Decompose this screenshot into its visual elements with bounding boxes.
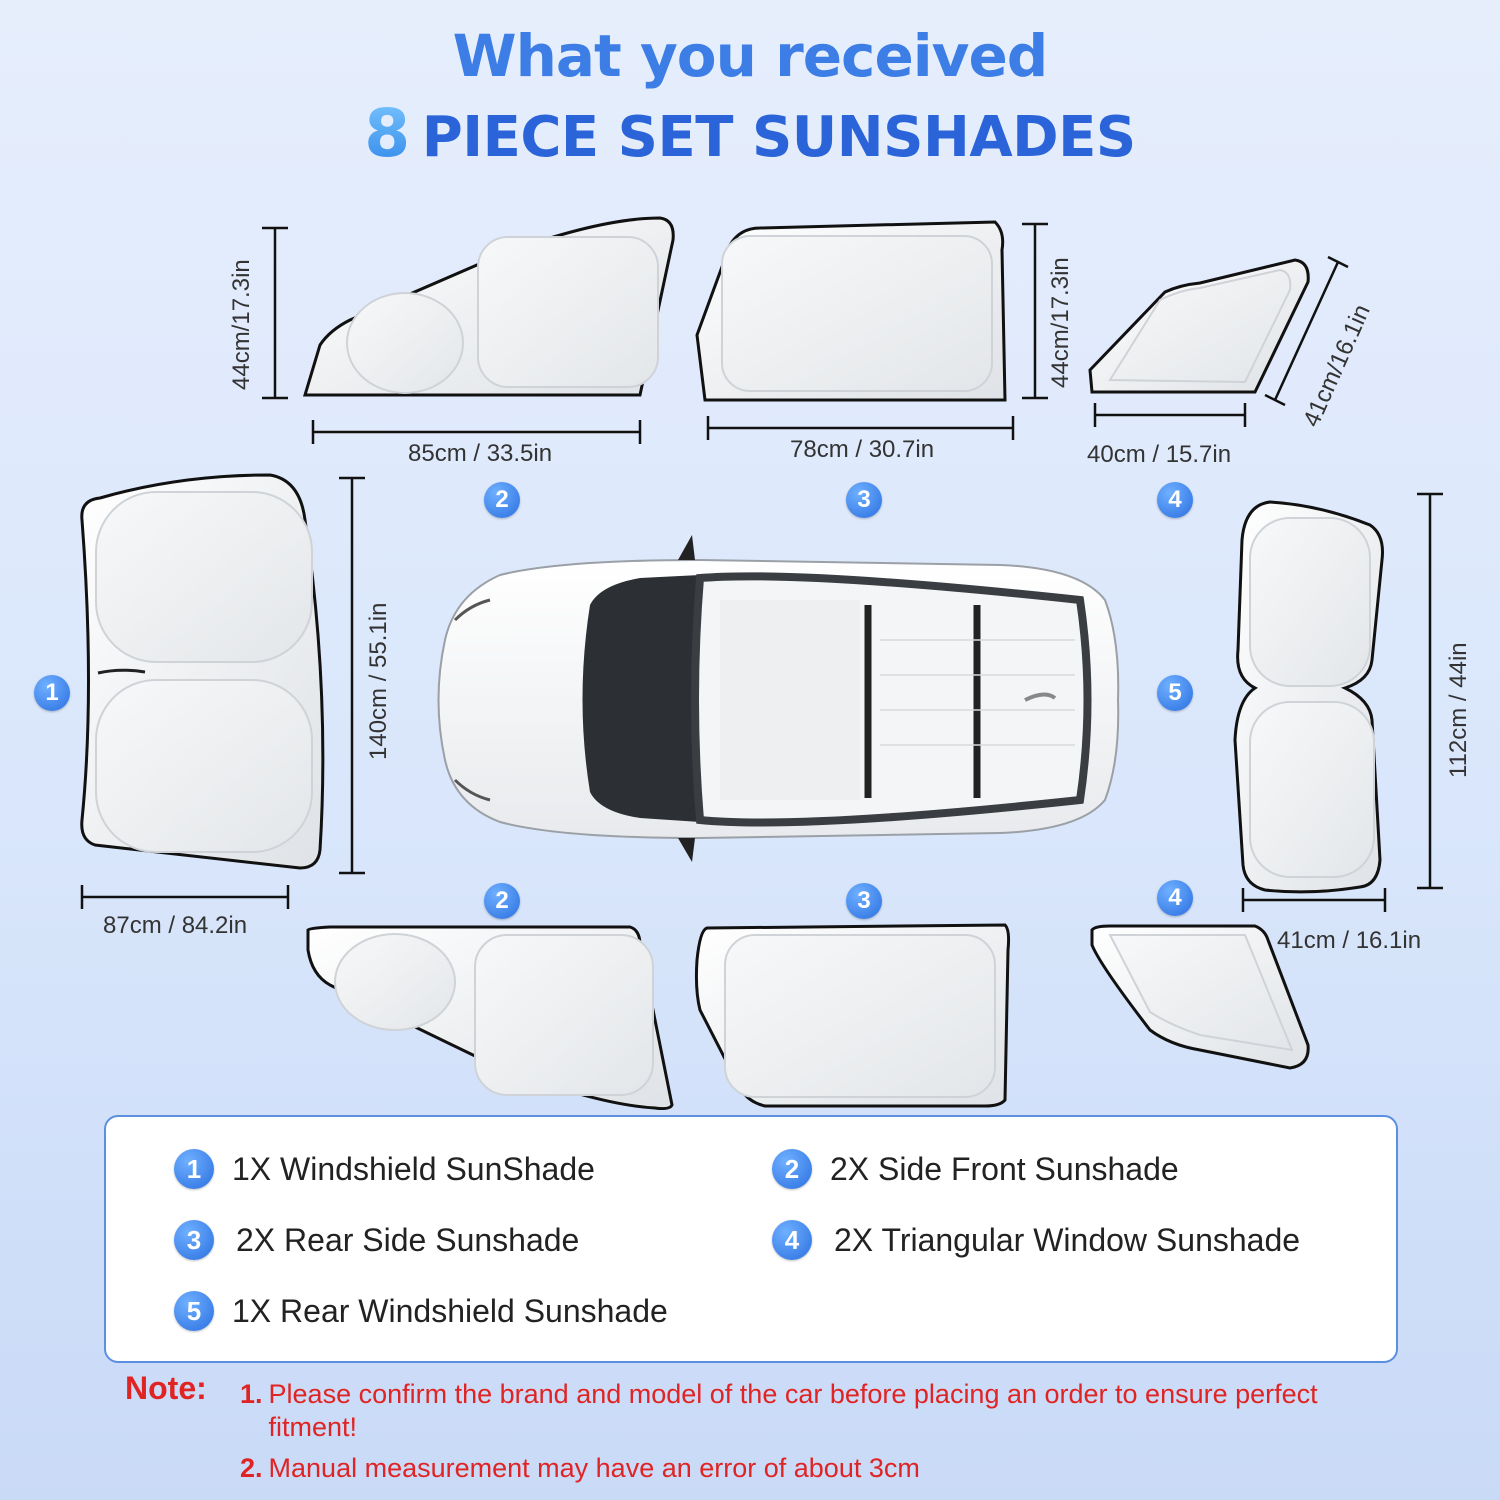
note-number: 2. (240, 1453, 263, 1483)
badge-windshield: 1 (34, 675, 70, 711)
note-label: Note: (125, 1370, 207, 1406)
badge-rear-windshield: 5 (1157, 675, 1193, 711)
rear-side-height-label: 44cm/17.3in (1047, 257, 1074, 388)
legend-item-text: 1X Windshield SunShade (232, 1150, 595, 1187)
triangle-diagonal-label: 41cm/16.1in (1298, 300, 1376, 431)
side-front-height-label: 44cm/17.3in (228, 259, 255, 390)
rear-windshield-height-label: 112cm / 44in (1445, 642, 1472, 778)
legend-badge: 5 (174, 1291, 214, 1331)
contents-legend (104, 1115, 1398, 1363)
badge-triangle-bottom: 4 (1157, 880, 1193, 916)
side-front-width-label: 85cm / 33.5in (408, 440, 553, 467)
car-top-view (439, 535, 1119, 862)
legend-item-text: 2X Rear Side Sunshade (236, 1221, 580, 1258)
windshield-width-label: 87cm / 84.2in (103, 912, 248, 939)
note-item-1 (240, 1378, 1410, 1444)
legend-item-rear-side (174, 1220, 579, 1260)
side-front-shade-bottom (308, 927, 672, 1109)
rear-side-shade-top (697, 222, 1005, 400)
legend-badge: 3 (174, 1220, 214, 1260)
legend-item-triangular (772, 1220, 1300, 1260)
rear-windshield-width-label: 41cm / 16.1in (1277, 927, 1422, 954)
legend-item-text: 2X Side Front Sunshade (830, 1150, 1179, 1187)
note-item-2 (240, 1452, 1410, 1485)
legend-item-text: 1X Rear Windshield Sunshade (232, 1292, 668, 1329)
note-text: Please confirm the brand and model of the car before placing an order to ensure perfect fitment! (268, 1379, 1318, 1442)
legend-item-windshield (174, 1149, 595, 1189)
legend-badge: 2 (772, 1149, 812, 1189)
badge-side-front-top: 2 (484, 482, 520, 518)
note-number: 1. (240, 1379, 263, 1409)
note-text: Manual measurement may have an error of about 3cm (268, 1453, 920, 1483)
triangle-width-label: 40cm / 15.7in (1087, 441, 1232, 468)
badge-side-front-bottom: 2 (484, 883, 520, 919)
legend-item-rear-windshield (174, 1291, 668, 1331)
rear-side-shade-bottom (696, 925, 1008, 1106)
windshield-shade (82, 475, 323, 868)
badge-rear-side-bottom: 3 (846, 883, 882, 919)
legend-badge: 4 (772, 1220, 812, 1260)
page-title: What you received (452, 22, 1048, 90)
badge-rear-side-top: 3 (846, 482, 882, 518)
rear-side-width-label: 78cm / 30.7in (790, 436, 935, 463)
legend-item-side-front (772, 1149, 1179, 1189)
side-front-shade-top (305, 218, 673, 395)
legend-item-text: 2X Triangular Window Sunshade (834, 1221, 1301, 1258)
triangle-shade-top (1090, 260, 1308, 392)
windshield-height-label: 140cm / 55.1in (365, 602, 392, 760)
subtitle-text: PIECE SET SUNSHADES (421, 105, 1136, 170)
rear-windshield-shade (1235, 502, 1383, 892)
piece-count: 8 (364, 95, 410, 172)
triangle-shade-bottom (1092, 926, 1308, 1068)
badge-triangle-top: 4 (1157, 482, 1193, 518)
legend-badge: 1 (174, 1149, 214, 1189)
